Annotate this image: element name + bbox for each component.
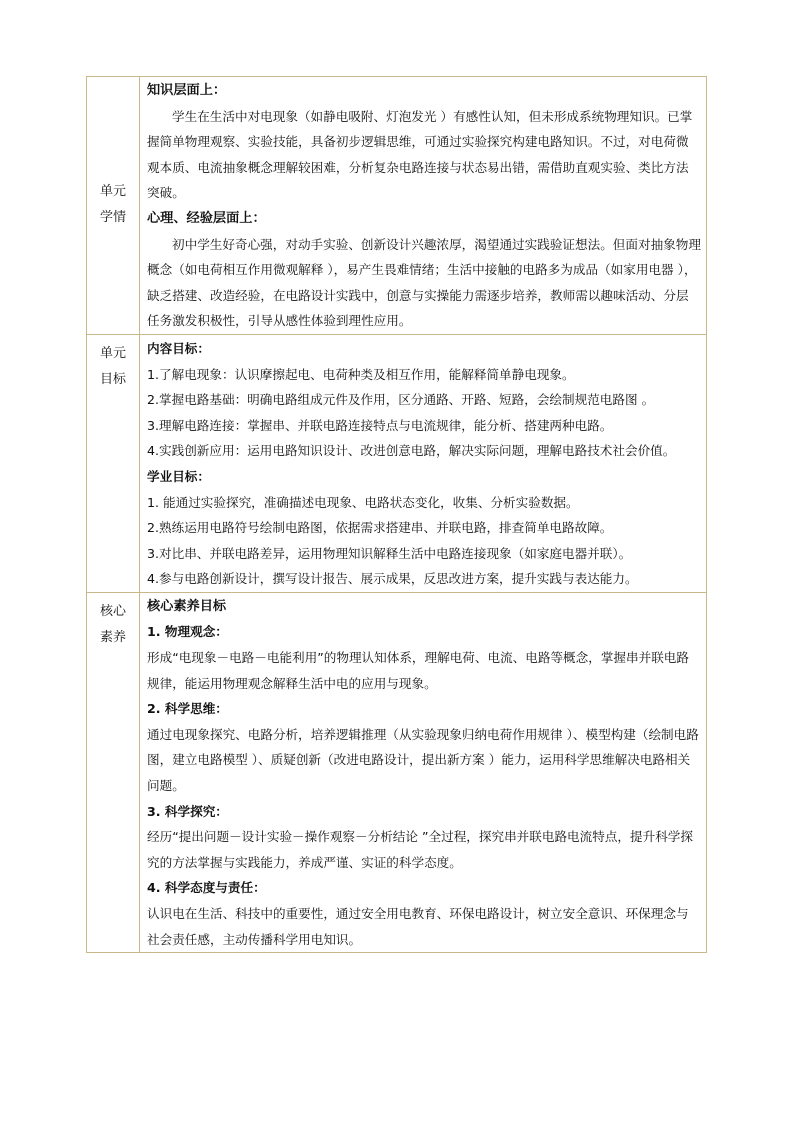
unit-plan-table [86,76,707,953]
psychology-heading: 心理、经验层面上： [147,210,266,226]
academic-goal-item: 4.参与电路创新设计，撰写设计报告、展示成果，反思改进方案，提升实践与表达能力。 [147,571,638,587]
label-unit-situation [87,77,140,335]
label-line: 学情 [99,210,126,226]
core-literacy-heading: 核心素养目标 [147,598,227,614]
content-unit-situation [140,77,707,335]
label-line: 目标 [99,371,126,387]
academic-goal-item: 1. 能通过实验探究，准确描述电现象、电路状态变化，收集、分析实验数据。 [147,494,579,510]
section-text: 通过电现象探究、电路分析，培养逻辑推理（从实验现象归纳电荷作用规律 ）、模型构建（绘制电路图，建立电路模型 ）、质疑创新（改进电路设计，提出新方案 ）能力，运用科学思维解决电路相关问题。 [147,726,699,794]
label-line: 单元 [99,345,126,361]
row-core-literacy [87,592,707,952]
section-title: 3. 科学探究： [147,803,228,819]
content-goals-heading: 内容目标： [147,340,210,356]
content-goal-item: 4.实践创新应用：运用电路知识设计、改进创意电路，解决实际问题，理解电路技术社会价值。 [147,443,676,459]
academic-goals-heading: 学业目标： [147,468,210,484]
row-unit-goals [87,334,707,592]
label-core-literacy [87,592,140,952]
row-unit-situation [87,77,707,335]
content-core-literacy [140,592,707,952]
label-line: 单元 [99,184,126,200]
content-goal-item: 3.理解电路连接：掌握串、并联电路连接特点与电流规律，能分析、搭建两种电路。 [147,417,613,433]
knowledge-paragraph: 学生在生活中对电现象（如静电吸附、灯泡发光 ）有感性认知，但未形成系统物理知识。已掌握简单物理观察、实验技能，具备初步逻辑思维，可通过实验探究构建电路知识。不过，对电荷微观本质、电流抽象概念理解较困难，分析复杂电路连接与状态易出错，需借助直观实验、类比方法突破。 [147,108,693,201]
academic-goal-item: 2.熟练运用电路符号绘制电路图，依据需求搭建串、并联电路，排查简单电路故障。 [147,520,613,536]
label-line: 素养 [99,629,126,645]
section-text: 形成“电现象－电路－电能利用”的物理认知体系，理解电荷、电流、电路等概念，掌握串并联电路规律，能运用物理观念解释生活中电的应用与现象。 [147,650,689,691]
section-text: 经历“提出问题－设计实验－操作观察－分析结论 ”全过程，探究串并联电路电流特点，提升科学探究的方法掌握与实践能力，养成严谨、实证的科学态度。 [147,829,693,870]
content-goal-item: 2.掌握电路基础：明确电路组成元件及作用，区分通路、开路、短路，会绘制规范电路图 。 [147,392,655,408]
content-unit-goals [140,334,707,592]
knowledge-heading: 知识层面上： [147,83,227,98]
label-unit-goals [87,334,140,592]
section-title: 2. 科学思维： [147,701,228,717]
section-title: 1. 物理观念： [147,624,228,640]
psychology-paragraph: 初中学生好奇心强，对动手实验、创新设计兴趣浓厚，渴望通过实践验证想法。但面对抽象物理概念（如电荷相互作用微观解释 ），易产生畏难情绪；生活中接触的电路多为成品（如家用电器 ），缺乏搭建、改造经验，在电路设计实践中，创意与实操能力需逐步培养，教师需以趣味活动、分层任务激发积极性，引导从感性体验到理性应用。 [147,236,701,329]
section-title: 4. 科学态度与责任： [147,880,266,896]
label-line: 核心 [99,603,126,619]
academic-goal-item: 3.对比串、并联电路差异，运用物理知识解释生活中电路连接现象（如家庭电器并联）。 [147,545,632,561]
content-goal-item: 1.了解电现象：认识摩擦起电、电荷种类及相互作用，能解释简单静电现象。 [147,366,575,382]
section-text: 认识电在生活、科技中的重要性，通过安全用电教育、环保电路设计，树立安全意识、环保理念与社会责任感，主动传播科学用电知识。 [147,906,689,947]
